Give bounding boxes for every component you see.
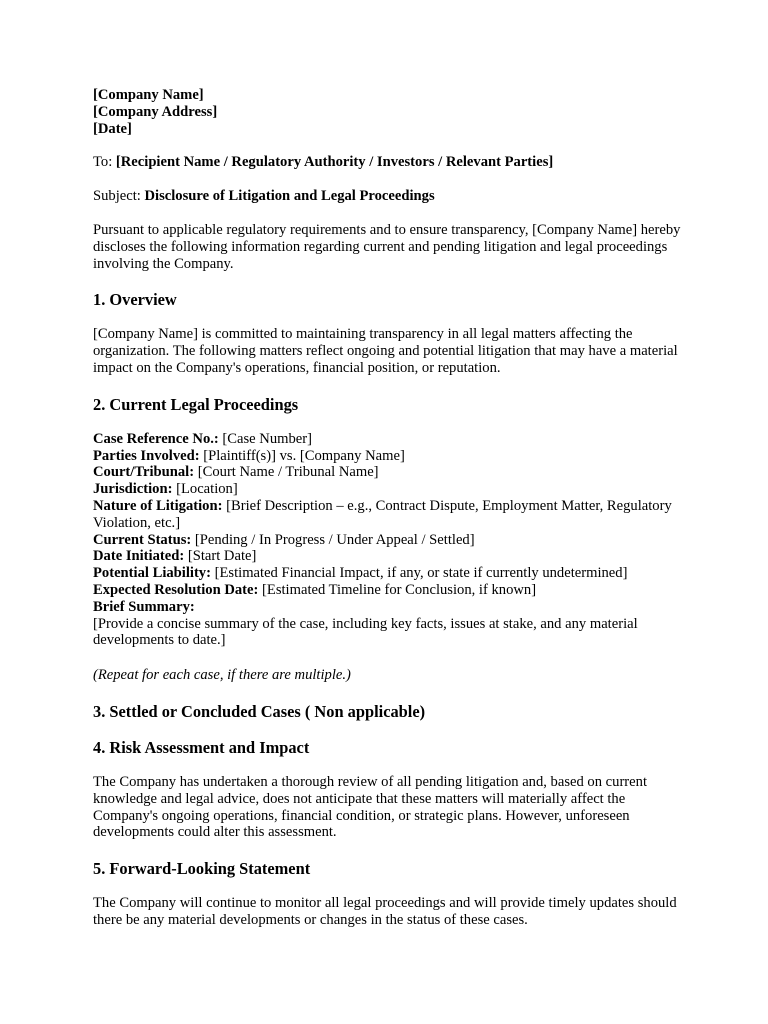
section-heading-settled-cases: 3. Settled or Concluded Cases ( Non applicable) <box>93 701 426 721</box>
subject-line <box>93 188 683 205</box>
case-field-label: Jurisdiction: <box>93 481 173 498</box>
to-label: To: <box>93 154 113 171</box>
case-field-value: [Pending / In Progress / Under Appeal / Settled] <box>194 531 475 548</box>
section-heading-risk-assessment: 4. Risk Assessment and Impact <box>93 737 310 757</box>
case-field-label: Case Reference No.: <box>93 430 219 447</box>
letterhead <box>93 87 683 137</box>
case-field <box>93 582 683 599</box>
case-field-value: [Case Number] <box>222 430 312 447</box>
case-field-label: Parties Involved: <box>93 447 200 464</box>
case-field-label: Current Status: <box>93 531 192 548</box>
repeat-note: (Repeat for each case, if there are multiple.) <box>93 667 351 684</box>
case-field-label: Potential Liability: <box>93 565 211 582</box>
case-field <box>93 532 683 549</box>
case-field <box>93 548 683 565</box>
subject-label: Subject: <box>93 188 141 205</box>
case-field <box>93 498 683 532</box>
case-field-value: [Court Name / Tribunal Name] <box>197 464 379 481</box>
to-recipient: [Recipient Name / Regulatory Authority / Investors / Relevant Parties] <box>115 154 554 171</box>
case-field-label: Date Initiated: <box>93 548 185 565</box>
case-field-value: [Estimated Timeline for Conclusion, if known] <box>262 581 537 598</box>
letter-date: [Date] <box>93 120 132 137</box>
risk-paragraph: The Company has undertaken a thorough review of all pending litigation and, based on current knowledge and legal advice, does not anticipate that these matters will materially affect the Company's ongoing operations, financial condition, or strategic plans. However, unforeseen developments could alter this assessment. <box>93 773 647 841</box>
case-field-label: Brief Summary: <box>93 598 195 615</box>
company-name: [Company Name] <box>93 87 204 103</box>
case-field <box>93 448 683 465</box>
section-heading-forward-looking: 5. Forward-Looking Statement <box>93 859 311 879</box>
case-field <box>93 431 683 448</box>
subject-value: Disclosure of Litigation and Legal Proceedings <box>144 188 435 205</box>
overview-paragraph: [Company Name] is committed to maintaining transparency in all legal matters affecting the organization. The following matters reflect ongoing and potential litigation that may have a material impact on the Company's operations, financial position, or reputation. <box>93 326 678 376</box>
case-field-value: [Plaintiff(s)] vs. [Company Name] <box>203 447 405 464</box>
company-address: [Company Address] <box>93 103 218 120</box>
forward-paragraph: The Company will continue to monitor all legal proceedings and will provide timely updates should there be any material developments or changes in the status of these cases. <box>93 895 677 928</box>
section-heading-current-proceedings: 2. Current Legal Proceedings <box>93 394 299 414</box>
case-field <box>93 481 683 498</box>
case-summary: [Provide a concise summary of the case, including key facts, issues at stake, and any material developments to date.] <box>93 615 638 649</box>
case-field-label: Nature of Litigation: <box>93 497 223 514</box>
case-field-value: [Estimated Financial Impact, if any, or state if currently undetermined] <box>214 565 628 582</box>
case-field-label: Court/Tribunal: <box>93 464 195 481</box>
case-field <box>93 464 683 481</box>
to-line <box>93 154 683 171</box>
case-field-value: [Location] <box>176 481 238 498</box>
case-field-value: [Brief Description – e.g., Contract Dispute, Employment Matter, Regulatory Violation, etc.] <box>93 497 672 531</box>
intro-paragraph: Pursuant to applicable regulatory requirements and to ensure transparency, [Company Name] hereby discloses the following information regarding current and pending litigation and legal proceedings involving the Company. <box>93 221 681 272</box>
case-field-value: [Start Date] <box>187 548 257 565</box>
section-heading-overview: 1. Overview <box>93 290 177 310</box>
case-field <box>93 599 683 616</box>
document-body <box>93 87 683 929</box>
case-field-label: Expected Resolution Date: <box>93 581 259 598</box>
case-field <box>93 565 683 582</box>
case-details <box>93 431 683 649</box>
